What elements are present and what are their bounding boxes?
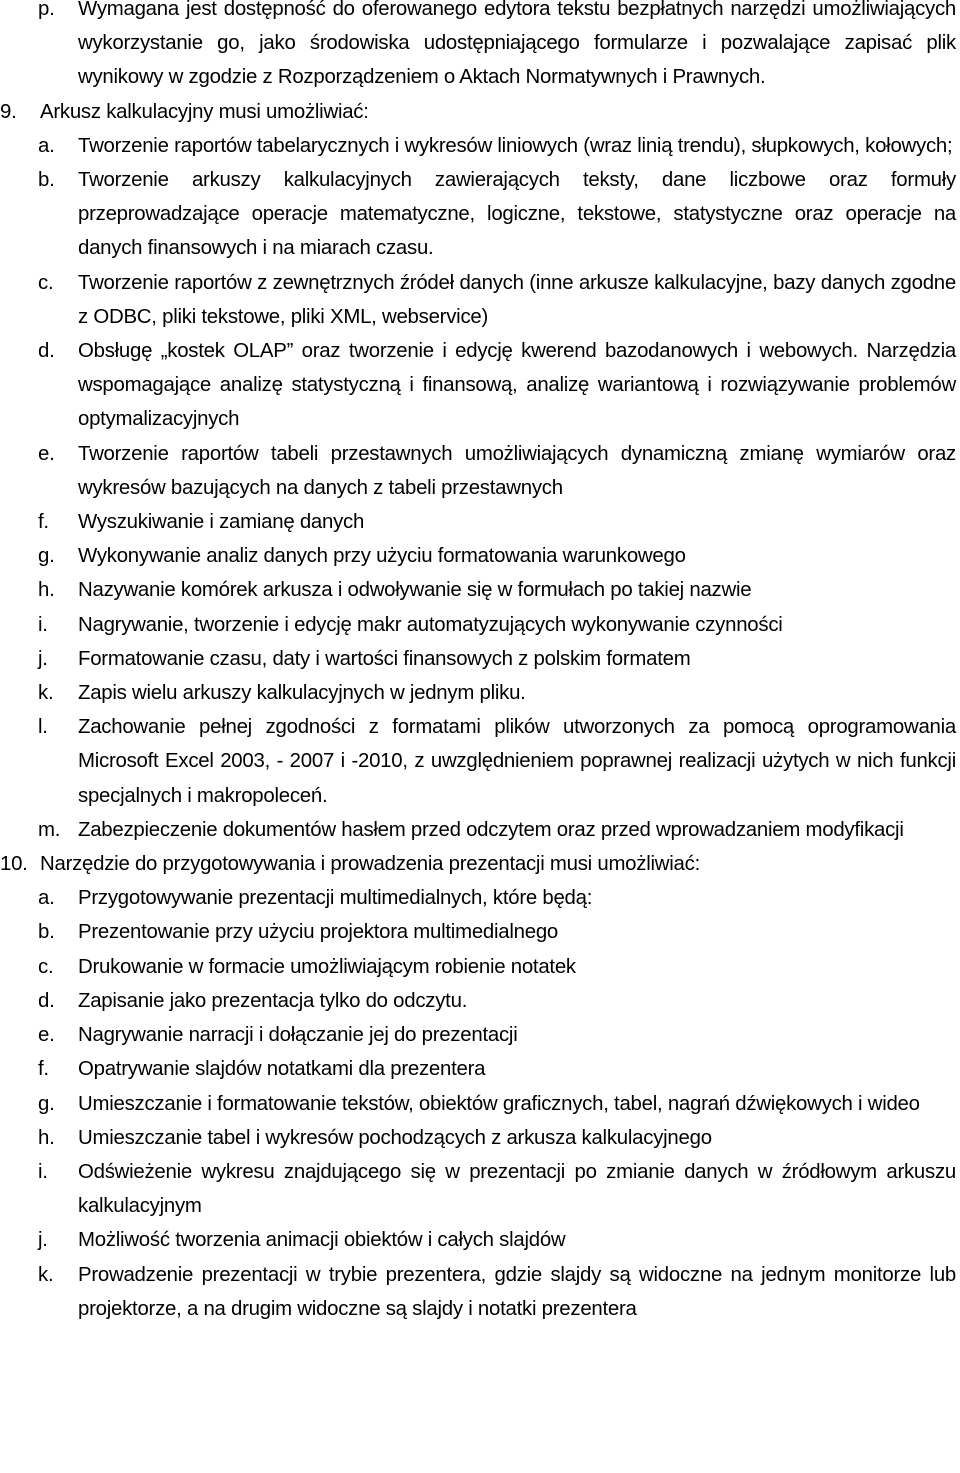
list-item-text: Umieszczanie tabel i wykresów pochodzących z arkusza kalkulacyjnego — [78, 1126, 712, 1149]
list-marker: j. — [38, 647, 48, 670]
list-marker: i. — [38, 1160, 48, 1183]
list-item-text: Tworzenie arkuszy kalkulacyjnych zawierających teksty, dane liczbowe oraz formuły przeprowadzające operacje matematyczne, logiczne, tekstowe, statystyczne oraz operacje na danych finansowych i na miarach czasu. — [78, 169, 956, 260]
list-item — [0, 163, 960, 266]
list-item-text: Tworzenie raportów tabelarycznych i wykresów liniowych (wraz linią trendu), słupkowych, kołowych; — [78, 134, 953, 157]
list-marker: i. — [38, 613, 48, 636]
list-marker: b. — [38, 921, 55, 944]
list-marker: f. — [38, 1058, 49, 1081]
list-item-text: Wykonywanie analiz danych przy użyciu formatowania warunkowego — [78, 545, 686, 568]
list-item — [0, 0, 960, 95]
list-item — [0, 266, 960, 334]
list-marker: 10. — [0, 853, 28, 876]
list-item-text: Prezentowanie przy użyciu projektora multimedialnego — [78, 921, 559, 944]
section-heading — [0, 847, 960, 881]
list-item — [0, 1121, 960, 1155]
list-item-text: Możliwość tworzenia animacji obiektów i całych slajdów — [78, 1229, 566, 1252]
list-item — [0, 1052, 960, 1086]
list-marker: d. — [38, 989, 55, 1012]
list-item-text: Narzędzie do przygotowywania i prowadzenia prezentacji musi umożliwiać: — [40, 853, 700, 876]
list-marker: m. — [38, 818, 61, 841]
list-marker: e. — [38, 442, 55, 465]
list-marker: l. — [38, 716, 48, 739]
list-item-text: Tworzenie raportów tabeli przestawnych umożliwiających dynamiczną zmianę wymiarów oraz wykresów bazujących na danych z tabeli przestawnych — [78, 442, 956, 499]
list-item — [0, 950, 960, 984]
list-item — [0, 334, 960, 437]
list-marker: f. — [38, 511, 49, 534]
list-item-text: Nazywanie komórek arkusza i odwoływanie się w formułach po takiej nazwie — [78, 579, 752, 602]
list-item-text: Prowadzenie prezentacji w trybie prezentera, gdzie slajdy są widoczne na jednym monitorze lub projektorze, a na drugim widoczne są slajdy i notatki prezentera — [78, 1263, 956, 1320]
list-marker: k. — [38, 1263, 54, 1286]
list-item — [0, 1258, 960, 1326]
list-marker: j. — [38, 1229, 48, 1252]
list-marker: k. — [38, 682, 54, 705]
list-item — [0, 1018, 960, 1052]
list-marker: h. — [38, 579, 55, 602]
list-marker: c. — [38, 955, 54, 978]
list-item — [0, 642, 960, 676]
list-item — [0, 984, 960, 1018]
list-item-text: Arkusz kalkulacyjny musi umożliwiać: — [40, 100, 369, 123]
list-item-text: Drukowanie w formacie umożliwiającym robienie notatek — [78, 955, 576, 978]
list-item-text: Opatrywanie slajdów notatkami dla prezentera — [78, 1058, 486, 1081]
list-marker: p. — [38, 0, 55, 20]
list-marker: g. — [38, 1092, 55, 1115]
list-item-text: Umieszczanie i formatowanie tekstów, obiektów graficznych, tabel, nagrań dźwiękowych i wideo — [78, 1092, 920, 1115]
list-item-text: Formatowanie czasu, daty i wartości finansowych z polskim formatem — [78, 647, 691, 670]
list-item — [0, 129, 960, 163]
list-item-text: Wymagana jest dostępność do oferowanego edytora tekstu bezpłatnych narzędzi umożliwiających wykorzystanie go, jako środowiska udostępniającego formularze i pozwalające zapisać plik wynikowy w zgodzie z Rozporządzeniem o Aktach Normatywnych i Prawnych. — [78, 0, 956, 89]
list-item — [0, 881, 960, 915]
list-marker: g. — [38, 545, 55, 568]
list-item — [0, 539, 960, 573]
list-item — [0, 1087, 960, 1121]
list-item — [0, 710, 960, 813]
list-marker: b. — [38, 169, 55, 192]
list-item-text: Nagrywanie narracji i dołączanie jej do prezentacji — [78, 1024, 518, 1047]
list-item — [0, 1155, 960, 1223]
list-item-text: Wyszukiwanie i zamianę danych — [78, 511, 365, 534]
list-marker: a. — [38, 887, 55, 910]
list-item-text: Tworzenie raportów z zewnętrznych źródeł danych (inne arkusze kalkulacyjne, bazy danych zgodne z ODBC, pliki tekstowe, pliki XML, webservice) — [78, 271, 956, 328]
list-item — [0, 813, 960, 847]
list-item-text: Nagrywanie, tworzenie i edycję makr automatyzujących wykonywanie czynności — [78, 613, 783, 636]
list-marker: e. — [38, 1024, 55, 1047]
section-heading — [0, 95, 960, 129]
list-item-text: Przygotowywanie prezentacji multimedialnych, które będą: — [78, 887, 593, 910]
list-item — [0, 573, 960, 607]
list-marker: h. — [38, 1126, 55, 1149]
list-item — [0, 676, 960, 710]
list-item-text: Zapis wielu arkuszy kalkulacyjnych w jednym pliku. — [78, 682, 526, 705]
list-marker: c. — [38, 271, 54, 294]
list-item — [0, 1223, 960, 1257]
list-item-text: Odświeżenie wykresu znajdującego się w prezentacji po zmianie danych w źródłowym arkuszu kalkulacyjnym — [78, 1160, 956, 1218]
list-item — [0, 505, 960, 539]
list-item — [0, 608, 960, 642]
list-item — [0, 915, 960, 949]
list-marker: d. — [38, 340, 55, 363]
list-item-text: Obsługę „kostek OLAP” oraz tworzenie i edycję kwerend bazodanowych i webowych. Narzędzia wspomagające analizę statystyczną i finansową, analizę wariantową i rozwiązywanie problemów optymalizacyjnych — [78, 340, 956, 431]
list-marker: 9. — [0, 100, 17, 123]
list-item-text: Zachowanie pełnej zgodności z formatami plików utworzonych za pomocą oprogramowania Microsoft Excel 2003, - 2007 i -2010, z uwzględnieniem poprawnej realizacji użytych w nich funkcji specjalnych i makropoleceń. — [78, 716, 956, 807]
list-item-text: Zapisanie jako prezentacja tylko do odczytu. — [78, 989, 468, 1012]
list-marker: a. — [38, 134, 55, 157]
list-item — [0, 437, 960, 505]
list-item-text: Zabezpieczenie dokumentów hasłem przed odczytem oraz przed wprowadzaniem modyfikacji — [78, 818, 904, 841]
